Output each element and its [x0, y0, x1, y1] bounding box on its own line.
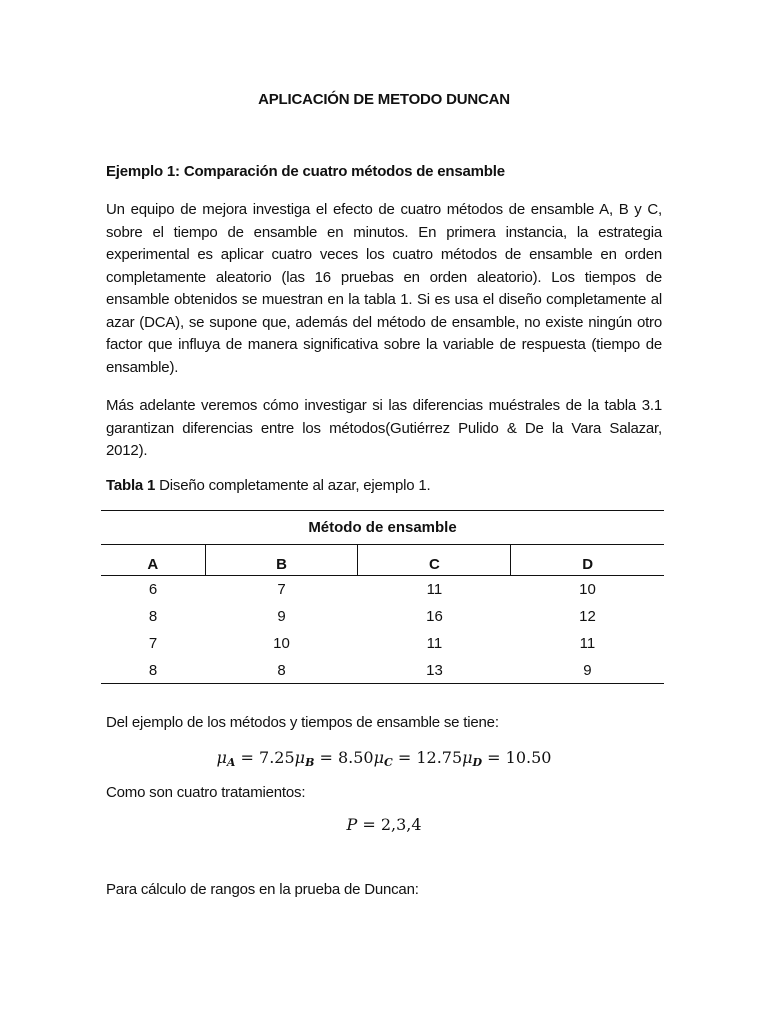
table-row [101, 630, 664, 657]
mean-subscript-b: B [305, 756, 315, 769]
equals-sign: = [357, 815, 381, 834]
mu-symbol: μ [294, 748, 306, 767]
table-row [101, 657, 664, 684]
intro-paragraph: Un equipo de mejora investiga el efecto de cuatro métodos de ensamble A, B y C, sobre el tiempo de ensamble en minutos. En primera instancia, la estrategia experimental es aplicar cuatro veces los cuatro métodos de ensamble en orden completamente aleatorio (las 16 pruebas en orden aleatorio). Los tiempos de ensamble obtenidos se muestran en la tabla 1. Si es usa el diseño completamente al azar (DCA), se supone que, además del método de ensamble, no existe ningún otro factor que influya de manera significativa sobre la variable de respuesta (tiempo de ensamble). [106, 201, 662, 376]
table-cell: 8 [205, 657, 358, 684]
means-formula [0, 748, 768, 769]
methods-intro-line: Del ejemplo de los métodos y tiempos de ensamble se tiene: [106, 714, 499, 731]
table-cell: 7 [277, 581, 286, 598]
example-heading: Ejemplo 1: Comparación de cuatro métodos de ensamble [106, 163, 505, 180]
table-caption [106, 477, 430, 494]
followup-paragraph: Más adelante veremos cómo investigar si las diferencias muéstrales de la tabla 3.1 garantizan diferencias entre los métodos(Gutiérrez Pulido & De la Vara Salazar, 2012). [106, 397, 662, 459]
table-group-header: Método de ensamble [101, 511, 664, 545]
mu-symbol: μ [216, 748, 227, 767]
duncan-ranges-line: Para cálculo de rangos en la prueba de Duncan: [106, 881, 419, 898]
equals-sign: = [235, 748, 260, 767]
table-caption-text: Diseño completamente al azar, ejemplo 1. [155, 477, 431, 494]
column-header-d: D [511, 545, 664, 576]
mean-subscript-d: D [472, 756, 483, 769]
table-cell: 10 [273, 635, 290, 652]
p-formula [0, 815, 768, 834]
table-cell: 7 [148, 635, 158, 652]
table-cell: 9 [511, 657, 664, 684]
mean-subscript-c: C [383, 756, 393, 769]
mean-value-a: 7.25 [259, 748, 295, 767]
mean-subscript-a: A [226, 756, 236, 769]
column-header-a: A [101, 545, 205, 576]
mu-symbol: μ [373, 748, 384, 767]
column-header-b: B [205, 545, 358, 576]
mean-value-b: 8.50 [337, 748, 374, 767]
table-cell: 12 [579, 608, 596, 625]
table-cell: 11 [579, 635, 596, 652]
table-cell: 6 [148, 581, 158, 598]
equals-sign: = [482, 748, 506, 767]
p-variable: P [346, 815, 358, 834]
table-row [101, 576, 664, 604]
p-values: 2,3,4 [380, 815, 422, 834]
table-cell: 16 [426, 608, 443, 625]
table-caption-label: Tabla 1 [106, 477, 156, 494]
table-row [101, 603, 664, 630]
table-cell: 11 [426, 635, 443, 652]
table-cell: 13 [358, 657, 511, 684]
mu-symbol: μ [462, 748, 473, 767]
table-cell: 8 [148, 608, 158, 625]
mean-value-d: 10.50 [505, 748, 552, 767]
table-cell: 9 [277, 608, 286, 625]
page-title: APLICACIÓN DE METODO DUNCAN [258, 91, 510, 108]
treatments-line: Como son cuatro tratamientos: [106, 784, 306, 801]
equals-sign: = [314, 748, 338, 767]
assembly-times-table [101, 510, 664, 684]
table-cell: 10 [579, 581, 596, 598]
column-header-c: C [358, 545, 511, 576]
equals-sign: = [392, 748, 417, 767]
table-cell: 11 [426, 581, 443, 598]
table-cell: 8 [101, 657, 205, 684]
mean-value-c: 12.75 [416, 748, 463, 767]
